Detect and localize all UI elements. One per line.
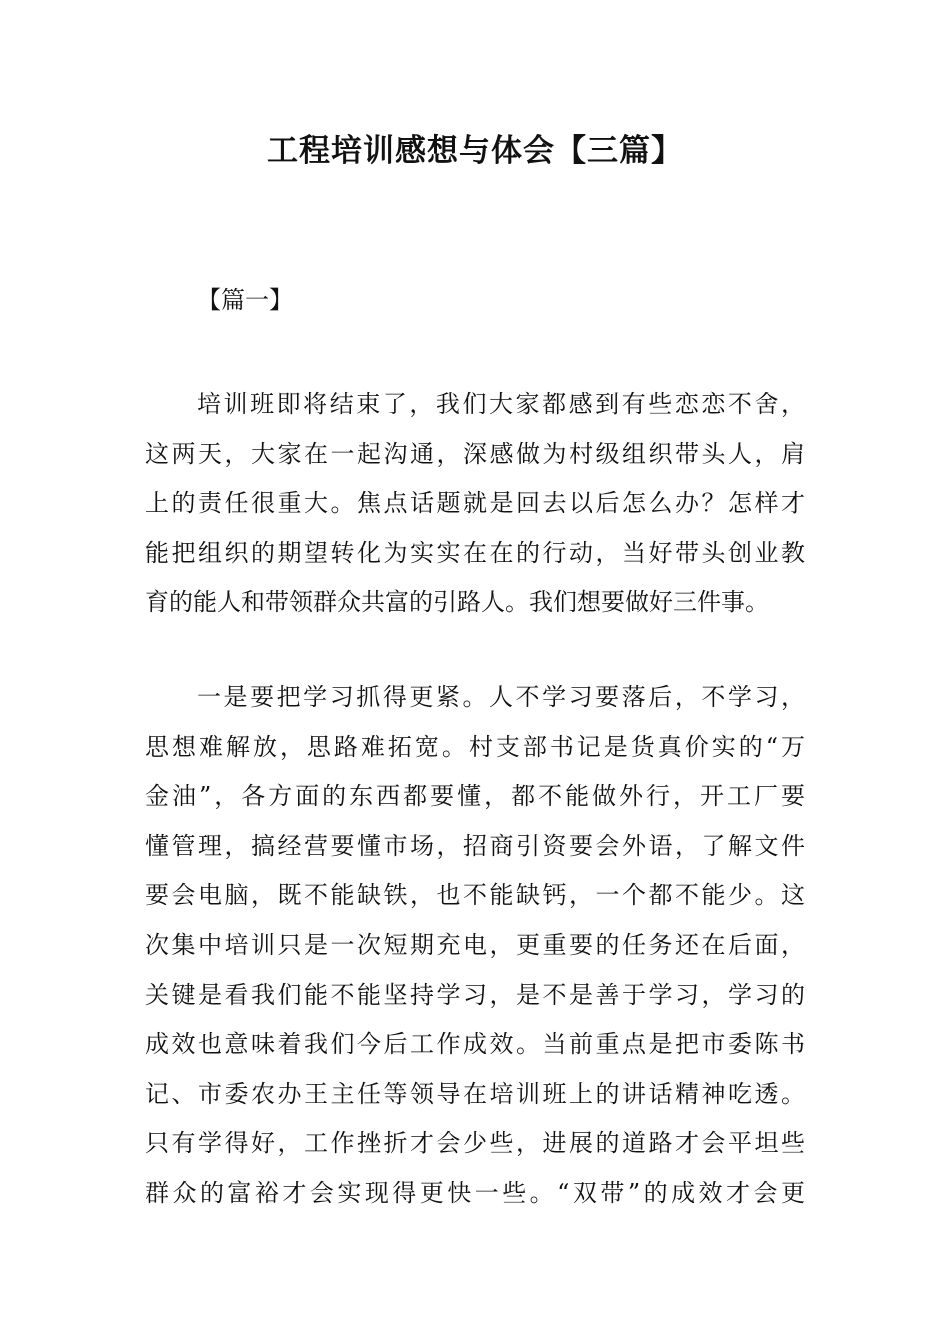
paragraph-line: 金油”，各方面的东西都要懂，都不能做外行，开工厂要	[145, 782, 805, 811]
section-heading: 【篇一】	[197, 286, 293, 314]
paragraph-line: 能把组织的期望转化为实实在在的行动，当好带头创业教	[145, 538, 805, 567]
paragraph-line: 育的能人和带领群众共富的引路人。我们想要做好三件事。	[145, 588, 769, 617]
paragraph-line: 只有学得好，工作挫折才会少些，进展的道路才会平坦些	[145, 1129, 805, 1158]
paragraph-line: 群众的富裕才会实现得更快一些。“双带”的成效才会更	[145, 1178, 805, 1207]
paragraph-line: 上的责任很重大。焦点话题就是回去以后怎么办？怎样才	[145, 489, 805, 518]
paragraph-line: 成效也意味着我们今后工作成效。当前重点是把市委陈书	[145, 1030, 805, 1059]
paragraph-line: 思想难解放，思路难拓宽。村支部书记是货真价实的“万	[145, 732, 805, 761]
paragraph-line: 一是要把学习抓得更紧。人不学习要落后，不学习，	[197, 683, 805, 711]
paragraph-2	[145, 673, 805, 1219]
paragraph-line: 懂管理，搞经营要懂市场，招商引资要会外语，了解文件	[145, 831, 805, 860]
paragraph-line: 培训班即将结束了，我们大家都感到有些恋恋不舍，	[197, 390, 805, 418]
paragraph-line: 这两天，大家在一起沟通，深感做为村级组织带头人，肩	[145, 439, 805, 468]
paragraph-line: 记、市委农办王主任等领导在培训班上的讲话精神吃透。	[145, 1079, 805, 1108]
document-title: 工程培训感想与体会【三篇】	[267, 133, 683, 169]
paragraph-line: 次集中培训只是一次短期充电，更重要的任务还在后面，	[145, 930, 805, 959]
paragraph-1	[145, 380, 805, 628]
paragraph-line: 要会电脑，既不能缺铁，也不能缺钙，一个都不能少。这	[145, 881, 805, 910]
paragraph-line: 关键是看我们能不能坚持学习，是不是善于学习，学习的	[145, 980, 805, 1009]
